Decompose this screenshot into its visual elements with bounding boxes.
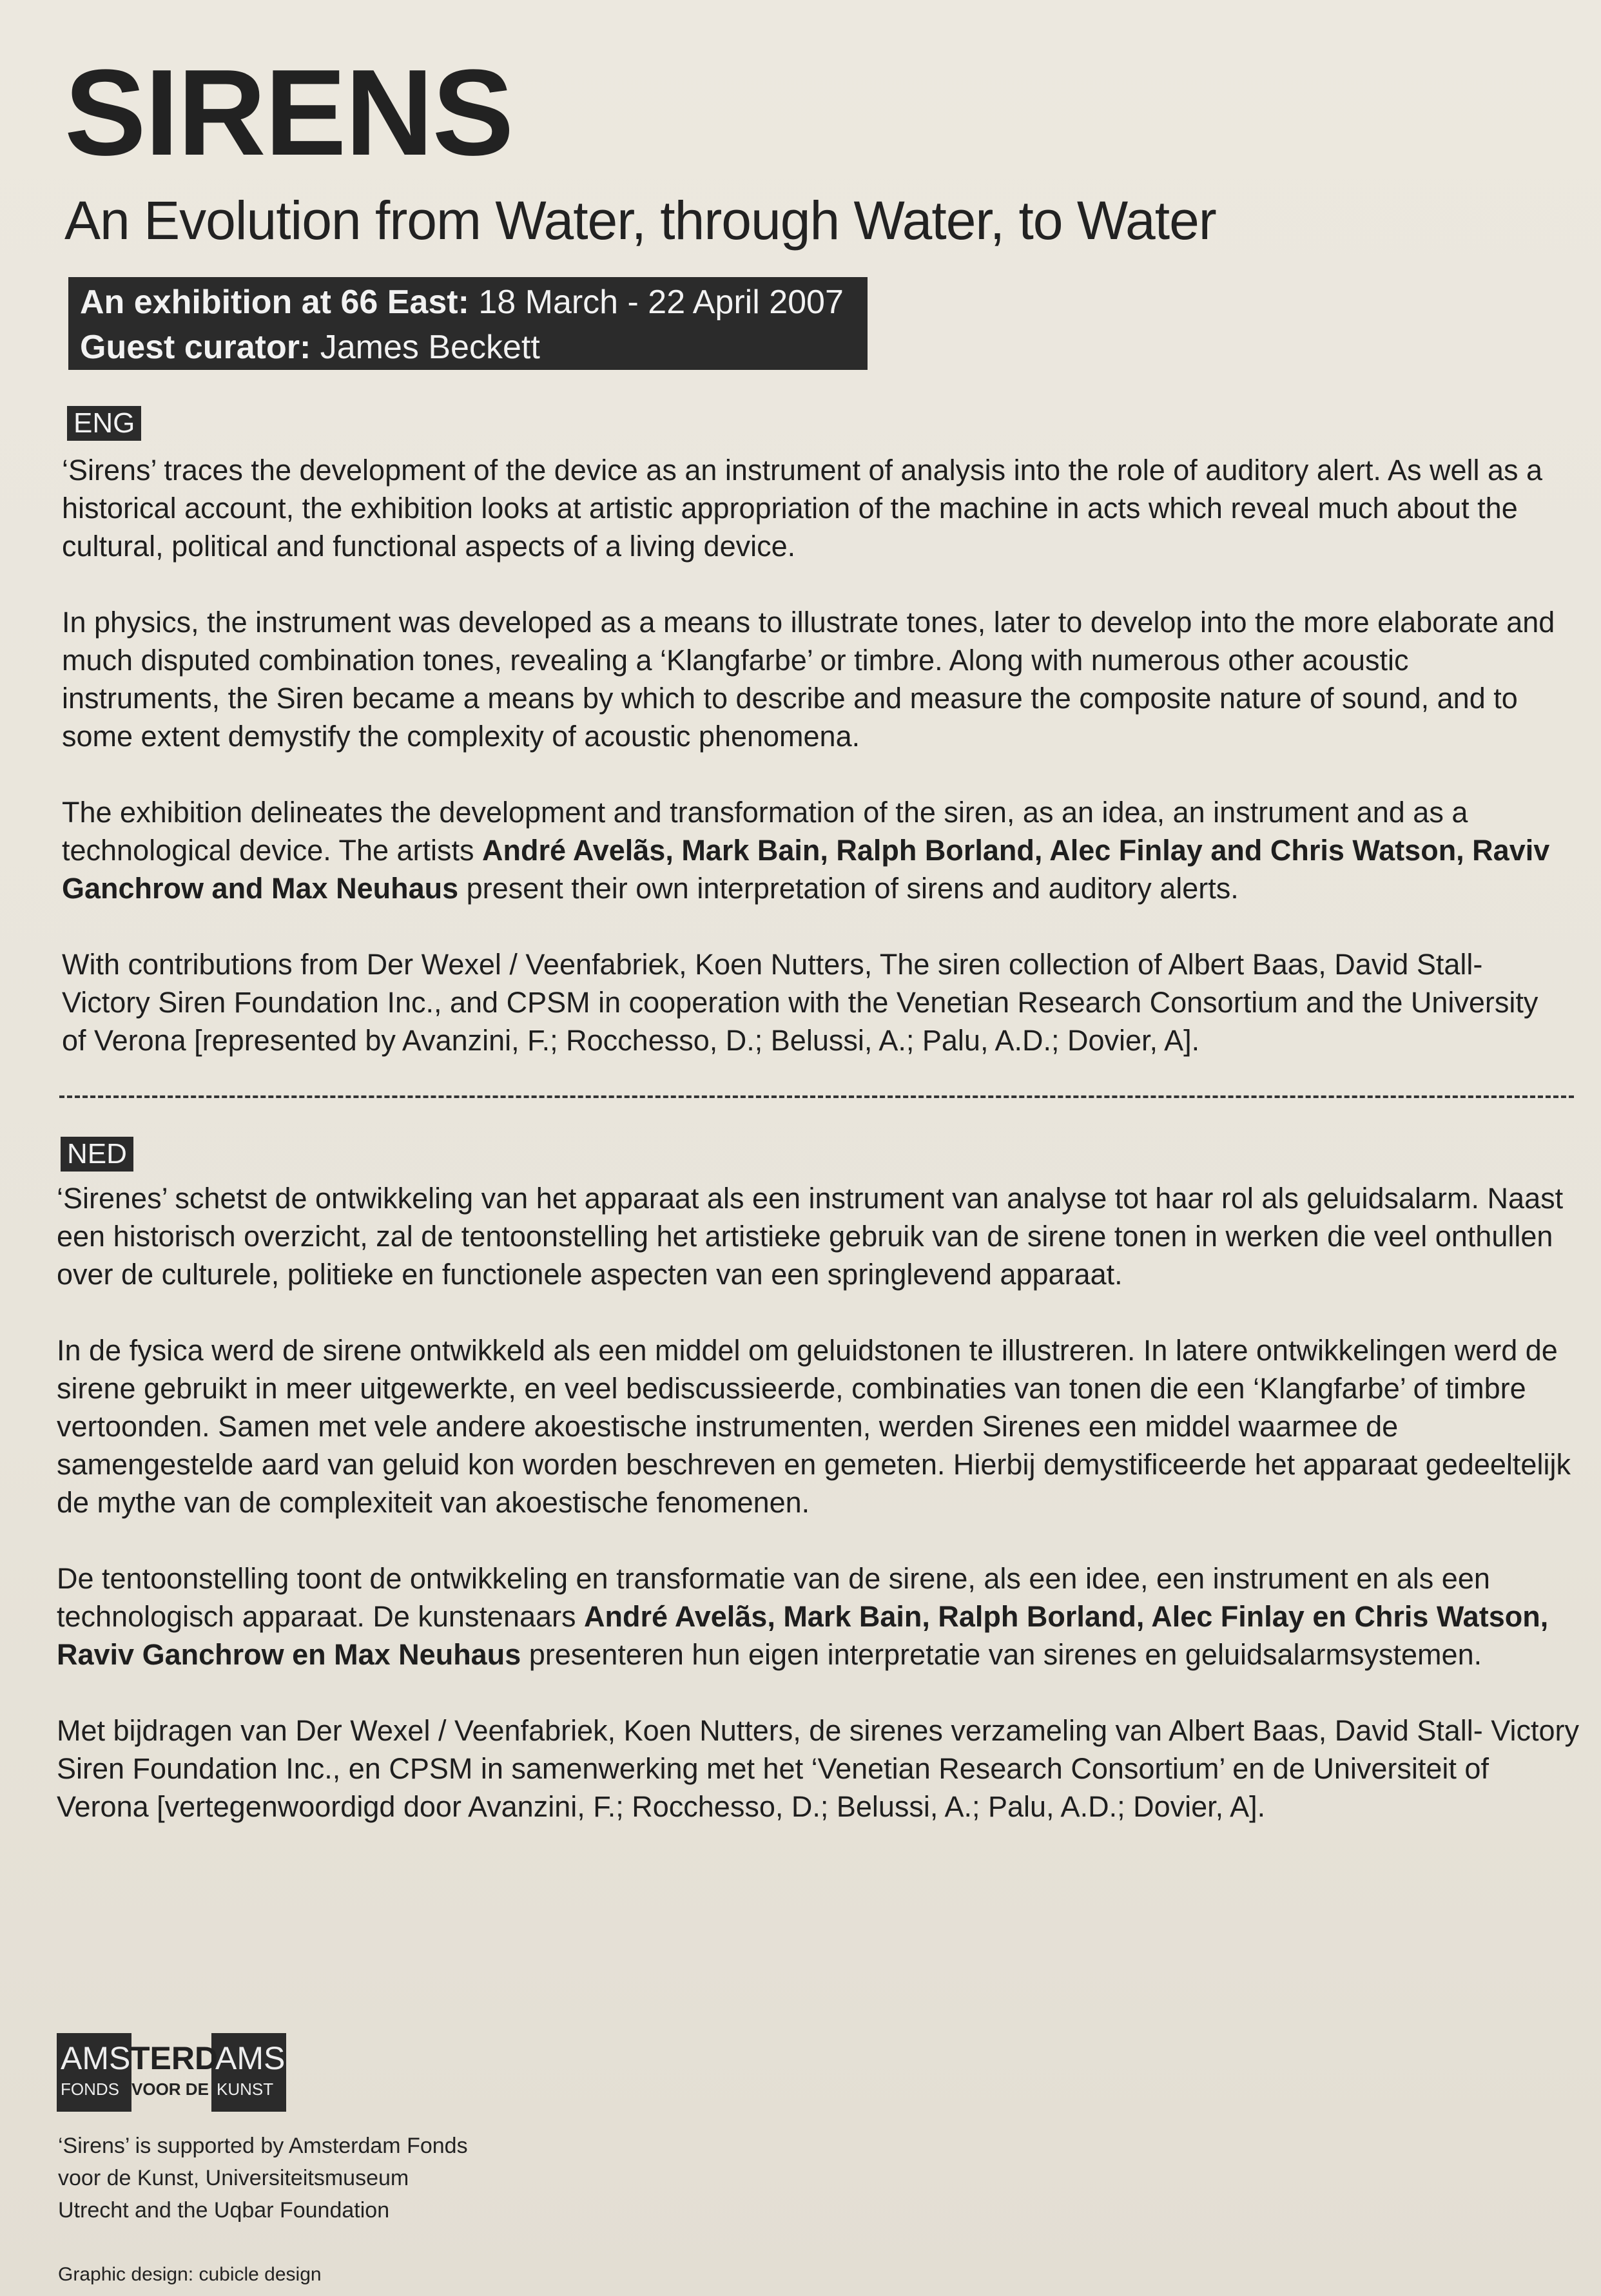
eng-artists: André Avelãs, Mark Bain, Ralph Borland, Alec Finlay and Chris Watson, Raviv Ganchrow and Max Neuhaus: [62, 834, 1550, 905]
eng-paragraph-3: [62, 793, 1570, 907]
ned-artists: André Avelãs, Mark Bain, Ralph Borland, Alec Finlay en Chris Watson, Raviv Ganchrow en Max Neuhaus: [57, 1600, 1549, 1671]
amsterdams-fonds-logo: [57, 2033, 286, 2112]
curator-line: [80, 325, 868, 370]
support-text: [58, 2130, 468, 2226]
page-title: SIRENS: [64, 44, 513, 181]
ned-paragraph-2: In de fysica werd de sirene ontwikkeld als een middel om geluidstonen te illustreren. In latere ontwikkelingen werd de sirene gebruikt in meer uitgewerkte, en veel bediscussieerde, combinaties van tonen die een ‘Klangfarbe’ of timbre vertoonden. Samen met vele andere akoestische instrumenten, werden Sirenes een middel waarmee de samengestelde aard van geluid kon worden beschreven en gemeten. Hierbij demystificeerde het apparaat gedeeltelijk de mythe van de complexiteit van akoestische fenomenen.: [57, 1334, 1571, 1519]
logo-text-kunst: KUNST: [217, 2079, 274, 2099]
ned-paragraph-3: [57, 1559, 1584, 1674]
logo-text-terd: TERD: [130, 2040, 218, 2076]
ned-paragraph-1: ‘Sirenes’ schetst de ontwikkeling van het apparaat als een instrument van analyse tot haar rol als geluidsalarm. Naast een historisch overzicht, zal de tentoonstelling het artistieke gebruik van de sirene tonen in werken die veel onthullen over de culturele, politieke en functionele aspecten van een springlevend apparaat.: [57, 1182, 1564, 1291]
logo-text-voor-de: VOOR DE: [131, 2079, 209, 2099]
section-divider: [59, 1095, 1574, 1098]
dutch-section: [57, 1179, 1584, 1864]
exhibition-line: [80, 280, 868, 325]
logo-text-fonds: FONDS: [61, 2079, 119, 2099]
curator-name: James Beckett: [311, 329, 540, 366]
support-line-3: Utrecht and the Uqbar Foundation: [58, 2198, 390, 2223]
ned-p3-end: presenteren hun eigen interpretatie van sirenes en geluidsalarmsystemen.: [521, 1638, 1482, 1671]
eng-paragraph-1: ‘Sirens’ traces the development of the device as an instrument of analysis into the role of auditory alert. As well as a historical account, the exhibition looks at artistic appropriation of the machine in acts which reveal much about the cultural, political and functional aspects of a living device.: [62, 454, 1543, 563]
ned-paragraph-4: Met bijdragen van Der Wexel / Veenfabriek, Koen Nutters, de sirenes verzameling van Albert Baas, David Stall- Victory Siren Foundation Inc., en CPSM in samenwerking met het ‘Venetian Research Consortium’ en de Universiteit of Verona [vertegenwoordigd door Avanzini, F.; Rocchesso, D.; Belussi, A.; Palu, A.D.; Dovier, A].: [57, 1714, 1579, 1823]
page-subtitle: An Evolution from Water, through Water, to Water: [64, 190, 1216, 251]
curator-label: Guest curator:: [80, 329, 311, 366]
exhibition-label: An exhibition at 66 East:: [80, 284, 469, 321]
eng-paragraph-4: With contributions from Der Wexel / Veenfabriek, Koen Nutters, The siren collection of Albert Baas, David Stall- Victory Siren Foundation Inc., and CPSM in cooperation with the Venetian Research Consortium and the University of Verona [represented by Avanzini, F.; Rocchesso, D.; Belussi, A.; Palu, A.D.; Dovier, A].: [62, 948, 1538, 1057]
language-tag-ned: NED: [61, 1137, 133, 1172]
exhibition-info-box: [68, 277, 868, 370]
exhibition-dates: 18 March - 22 April 2007: [469, 284, 844, 321]
design-credit: Graphic design: cubicle design: [58, 2264, 322, 2285]
english-section: [62, 451, 1570, 1097]
eng-p3-end: present their own interpretation of sirens and auditory alerts.: [458, 872, 1239, 905]
logo-text-ams-left: AMS: [61, 2040, 131, 2076]
eng-paragraph-2: In physics, the instrument was developed as a means to illustrate tones, later to develop into the more elaborate and much disputed combination tones, revealing a ‘Klangfarbe’ or timbre. Along with numerous other acoustic instruments, the Siren became a means by which to describe and measure the composite nature of sound, and to some extent demystify the complexity of acoustic phenomena.: [62, 606, 1555, 753]
support-line-1: ‘Sirens’ is supported by Amsterdam Fonds: [58, 2134, 468, 2158]
ned-p3-start: De tentoonstelling toont de ontwikkeling en transformatie van de sirene, als een idee, een instrument en als een technologisch apparaat. De kunstenaars: [57, 1562, 1490, 1633]
eng-p3-start: The exhibition delineates the development and transformation of the siren, as an idea, an instrument and as a technological device. The artists: [62, 796, 1468, 867]
language-tag-eng: ENG: [67, 406, 141, 441]
support-line-2: voor de Kunst, Universiteitsmuseum: [58, 2166, 409, 2190]
logo-text-ams-right: AMS: [215, 2040, 286, 2076]
